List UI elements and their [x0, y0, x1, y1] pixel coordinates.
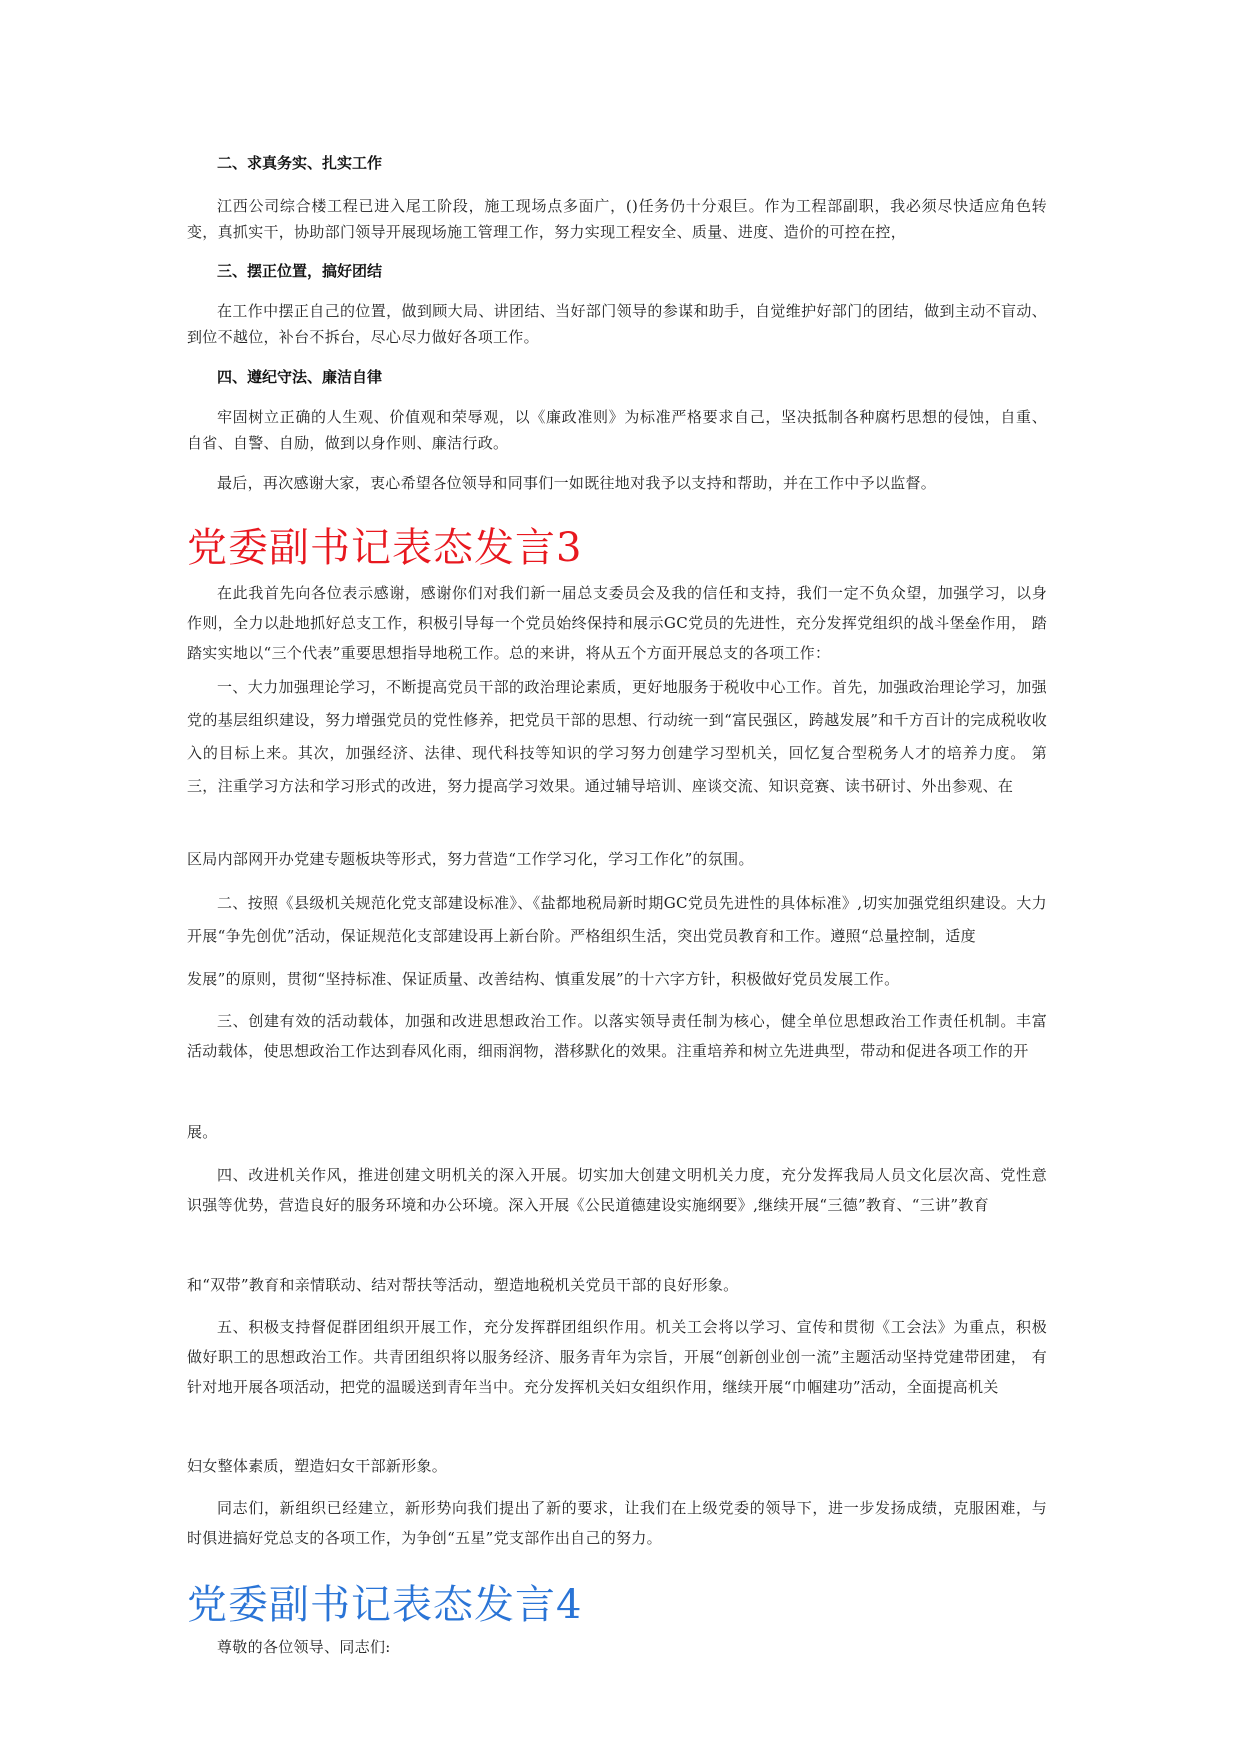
speech-3-point-3: 三、创建有效的活动载体，加强和改进思想政治工作。以落实领导责任制为核心，健全单位思想政治工作责任机制。丰富 活动载体，使思想政治工作达到春风化雨，细雨润物，潜移默化的效果。注重培养和树立先进典型，带动和促进各项工作的开 — [187, 1012, 1047, 1060]
speech-4-title: 党委副书记表态发言4 — [187, 1582, 583, 1628]
speech-3-intro: 在此我首先向各位表示感谢，感谢你们对我们新一届总支委员会及我的信任和支持，我们一定不负众望，加强学习，以身 作则，全力以赴地抓好总支工作，积极引导每一个党员始终保持和展示GC党员的先进性，充分发挥党组织的战斗堡垒作用， 踏踏实实地以“三个代表”重要思想指导地税工作。总的来讲，将从五个方面开展总支的各项工作： — [187, 584, 1047, 662]
speech-3-point-1-cont: 区局内部网开办党建专题板块等形式，努力营造“工作学习化，学习工作化”的氛围。 — [187, 850, 754, 868]
section-heading-3: 三、摆正位置，搞好团结 — [217, 262, 383, 280]
speech-3-conclusion: 同志们，新组织已经建立，新形势向我们提出了新的要求，让我们在上级党委的领导下，进一步发扬成绩，克服困难，与 时俱进搞好党总支的各项工作，为争创“五星”党支部作出自己的努力。 — [187, 1499, 1047, 1547]
speech-3-title: 党委副书记表态发言3 — [187, 525, 583, 571]
speech-3-point-4: 四、改进机关作风，推进创建文明机关的深入开展。切实加大创建文明机关力度，充分发挥我局人员文化层次高、党性意 识强等优势，营造良好的服务环境和办公环境。深入开展《公民道德建设实施纲要》,继续开展“三德”教育、“三讲”教育 — [187, 1166, 1047, 1214]
closing-paragraph: 最后，再次感谢大家，衷心希望各位领导和同事们一如既往地对我予以支持和帮助，并在工作中予以监督。 — [217, 474, 937, 492]
speech-3-point-4-cont: 和“双带”教育和亲情联动、结对帮扶等活动，塑造地税机关党员干部的良好形象。 — [187, 1276, 739, 1294]
speech-3-point-5: 五、积极支持督促群团组织开展工作，充分发挥群团组织作用。机关工会将以学习、宣传和贯彻《工会法》为重点，积极 做好职工的思想政治工作。共青团组织将以服务经济、服务青年为宗旨，开展“创新创业创一流”主题活动坚持党建带团建， 有针对地开展各项活动，把党的温暖送到青年当中。充分发挥机关妇女组织作用，继续开展“巾帼建功”活动，全面提高机关 — [187, 1318, 1047, 1396]
section-3-paragraph: 在工作中摆正自己的位置，做到顾大局、讲团结、当好部门领导的参谋和助手，自觉维护好部门的团结，做到主动不盲动、 到位不越位，补台不拆台，尽心尽力做好各项工作。 — [187, 302, 1047, 346]
section-heading-2: 二、求真务实、扎实工作 — [217, 154, 383, 172]
speech-3-point-2: 二、按照《县级机关规范化党支部建设标准》、《盐都地税局新时期GC党员先进性的具体标准》,切实加强党组织建设。大力开展“争先创优”活动，保证规范化支部建设再上新台阶。严格组织生活，突出党员教育和工作。遵照“总量控制，适度 — [187, 894, 1047, 945]
speech-3-point-3-cont: 展。 — [187, 1123, 218, 1141]
section-2-paragraph: 江西公司综合楼工程已进入尾工阶段，施工现场点多面广，()任务仍十分艰巨。作为工程部副职，我必须尽快适应角色转 变，真抓实干，协助部门领导开展现场施工管理工作，努力实现工程安全、质量、进度、造价的可控在控， — [187, 197, 1047, 241]
speech-3-point-2-cont: 发展”的原则，贯彻“坚持标准、保证质量、改善结构、慎重发展”的十六字方针，积极做好党员发展工作。 — [187, 970, 900, 988]
speech-3-point-5-cont: 妇女整体素质，塑造妇女干部新形象。 — [187, 1457, 448, 1475]
section-heading-4: 四、遵纪守法、廉洁自律 — [217, 368, 383, 386]
speech-3-point-1: 一、大力加强理论学习，不断提高党员干部的政治理论素质，更好地服务于税收中心工作。首先，加强政治理论学习，加强党的基层组织建设，努力增强党员的党性修养，把党员干部的思想、行动统一到“富民强区，跨越发展”和千方百计的完成税收收入的目标上来。其次，加强经济、法律、现代科技等知识的学习努力创建学习型机关，回忆复合型税务人才的培养力度。 第三，注重学习方法和学习形式的改进，努力提高学习效果。通过辅导培训、座谈交流、知识竞赛、读书研讨、外出参观、在 — [187, 678, 1047, 795]
section-4-paragraph: 牢固树立正确的人生观、价值观和荣辱观，以《廉政准则》为标准严格要求自己，坚决抵制各种腐朽思想的侵蚀，自重、 自省、自警、自励，做到以身作则、廉洁行政。 — [187, 408, 1047, 452]
speech-4-greeting: 尊敬的各位领导、同志们: — [217, 1638, 391, 1656]
